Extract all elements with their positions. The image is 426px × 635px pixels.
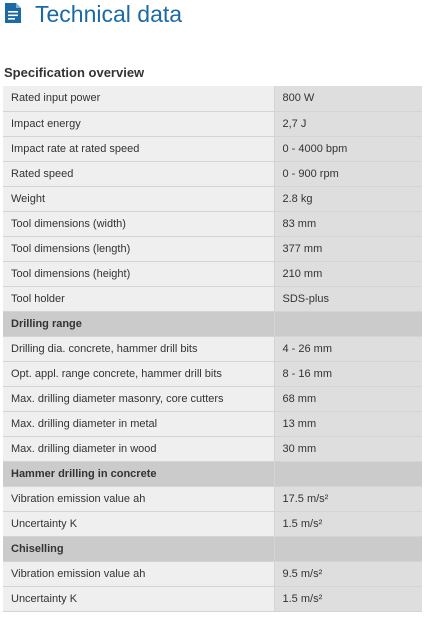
table-row: [3, 261, 422, 286]
spec-value: 0 - 900 rpm: [274, 161, 422, 186]
spec-value: 83 mm: [274, 211, 422, 236]
table-row: [3, 586, 422, 611]
page-header: [0, 0, 426, 32]
spec-label: Max. drilling diameter in wood: [3, 436, 274, 461]
spec-value: 68 mm: [274, 386, 422, 411]
section-title: Specification overview: [4, 65, 145, 80]
table-row: [3, 136, 422, 161]
group-label: Drilling range: [3, 311, 274, 336]
table-row: [3, 386, 422, 411]
group-label: Hammer drilling in concrete: [3, 461, 274, 486]
spec-value: 210 mm: [274, 261, 422, 286]
table-row: [3, 111, 422, 136]
spec-label: Impact rate at rated speed: [3, 136, 274, 161]
table-row: [3, 486, 422, 511]
spec-value: 4 - 26 mm: [274, 336, 422, 361]
spec-label: Opt. appl. range concrete, hammer drill bits: [3, 361, 274, 386]
spec-value: 9.5 m/s²: [274, 561, 422, 586]
table-row: [3, 161, 422, 186]
spec-label: Rated speed: [3, 161, 274, 186]
spec-value: 0 - 4000 bpm: [274, 136, 422, 161]
spec-label: Impact energy: [3, 111, 274, 136]
group-value-cell: [274, 311, 422, 336]
table-group-header: [3, 461, 422, 486]
spec-label: Max. drilling diameter in metal: [3, 411, 274, 436]
spec-label: Uncertainty K: [3, 511, 274, 536]
group-value-cell: [274, 461, 422, 486]
spec-value: 800 W: [274, 86, 422, 111]
table-row: [3, 186, 422, 211]
spec-label: Weight: [3, 186, 274, 211]
table-row: [3, 511, 422, 536]
spec-label: Drilling dia. concrete, hammer drill bits: [3, 336, 274, 361]
table-row: [3, 336, 422, 361]
spec-value: 17.5 m/s²: [274, 486, 422, 511]
spec-label: Tool holder: [3, 286, 274, 311]
spec-label: Max. drilling diameter masonry, core cutters: [3, 386, 274, 411]
spec-value: SDS-plus: [274, 286, 422, 311]
spec-value: 1.5 m/s²: [274, 586, 422, 611]
spec-value: 377 mm: [274, 236, 422, 261]
table-row: [3, 561, 422, 586]
spec-value: 8 - 16 mm: [274, 361, 422, 386]
group-label: Chiselling: [3, 536, 274, 561]
spec-table: [3, 86, 422, 612]
page-title: Technical data: [35, 1, 183, 27]
spec-table-body: [3, 86, 422, 611]
spec-value: 30 mm: [274, 436, 422, 461]
spec-label: Tool dimensions (length): [3, 236, 274, 261]
table-row: [3, 361, 422, 386]
table-group-header: [3, 311, 422, 336]
spec-value: 2,7 J: [274, 111, 422, 136]
spec-label: Rated input power: [3, 86, 274, 111]
group-value-cell: [274, 536, 422, 561]
table-row: [3, 436, 422, 461]
table-group-header: [3, 536, 422, 561]
table-row: [3, 286, 422, 311]
document-icon: [4, 2, 22, 24]
spec-value: 13 mm: [274, 411, 422, 436]
spec-label: Uncertainty K: [3, 586, 274, 611]
table-row: [3, 411, 422, 436]
spec-value: 2.8 kg: [274, 186, 422, 211]
spec-value: 1.5 m/s²: [274, 511, 422, 536]
spec-label: Vibration emission value ah: [3, 486, 274, 511]
table-row: [3, 86, 422, 111]
spec-label: Tool dimensions (height): [3, 261, 274, 286]
table-row: [3, 236, 422, 261]
spec-label: Vibration emission value ah: [3, 561, 274, 586]
table-row: [3, 211, 422, 236]
spec-label: Tool dimensions (width): [3, 211, 274, 236]
